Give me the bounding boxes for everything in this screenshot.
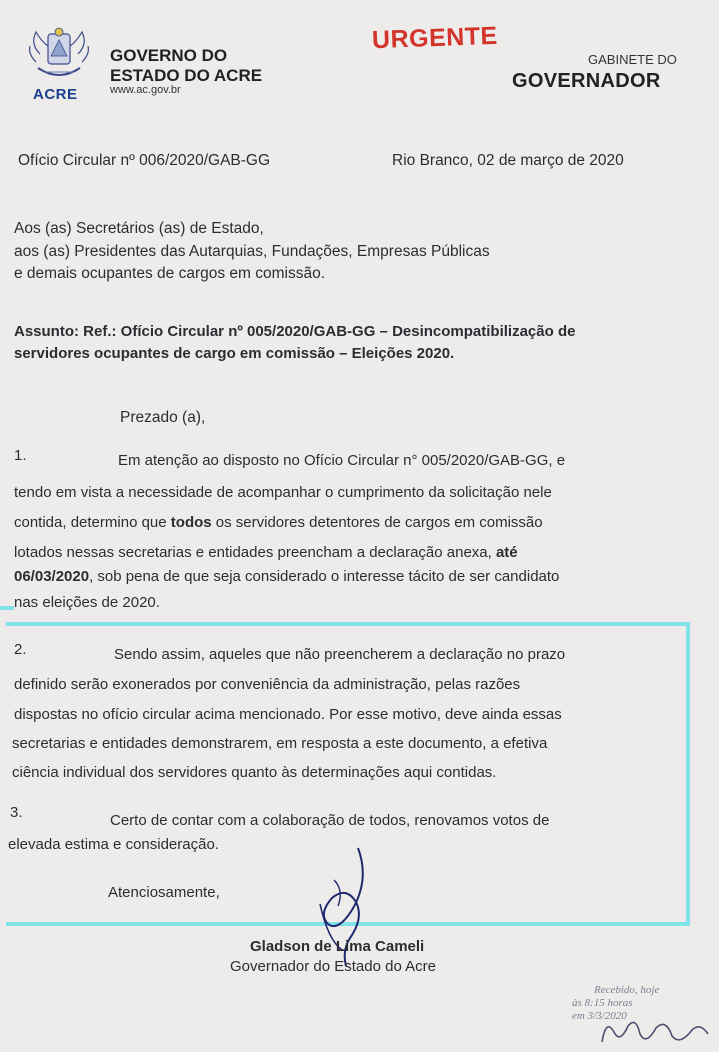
paragraph-1-line-3 — [14, 514, 543, 531]
paragraph-1-line-6: nas eleições de 2020. — [14, 594, 160, 611]
paragraph-2-line-4: secretarias e entidades demonstrarem, em resposta a este documento, a efetiva — [12, 735, 548, 752]
paragraph-2-line-1: Sendo assim, aqueles que não preencherem a declaração no prazo — [114, 646, 566, 663]
paragraph-3-line-1: Certo de contar com a colaboração de todos, renovamos votos de — [110, 812, 550, 829]
government-name — [110, 46, 262, 86]
paragraph-3-number: 3. — [10, 804, 23, 821]
paragraph-1-line-1: Em atenção ao disposto no Ofício Circular n° 005/2020/GAB-GG, e — [118, 452, 566, 469]
highlight-frame-corner — [0, 606, 14, 610]
closing: Atenciosamente, — [108, 884, 220, 901]
document-number: Ofício Circular nº 006/2020/GAB-GG — [18, 152, 271, 169]
greeting: Prezado (a), — [120, 409, 206, 426]
signer-title: Governador do Estado do Acre — [230, 958, 436, 975]
subject-line-1: Assunto: Ref.: Ofício Circular nº 005/2020/GAB-GG – Desincompatibilização de — [14, 323, 576, 340]
paragraph-2-line-5: ciência individual dos servidores quanto às determinações aqui contidas. — [12, 764, 497, 781]
paragraph-2-line-2: definido serão exonerados por conveniência da administração, pelas razões — [14, 676, 521, 693]
paragraph-1-line-5-b: , sob pena de que seja considerado o interesse tácito de ser candidato — [89, 568, 560, 585]
acre-logo-text: ACRE — [33, 86, 78, 103]
recipient-line-1: Aos (as) Secretários (as) de Estado, — [14, 220, 264, 237]
paragraph-1-line-2: tendo em vista a necessidade de acompanhar o cumprimento da solicitação nele — [14, 484, 552, 501]
paragraph-3-line-2: elevada estima e consideração. — [8, 836, 219, 853]
recipient-line-2: aos (as) Presidentes das Autarquias, Fundações, Empresas Públicas — [14, 243, 490, 260]
subject-line-2: servidores ocupantes de cargo em comissão – Eleições 2020. — [14, 345, 455, 362]
paragraph-1-line-3-a: contida, determino que — [14, 514, 171, 531]
paragraph-2-number: 2. — [14, 641, 27, 658]
urgent-stamp: URGENTE — [371, 21, 499, 55]
received-line-2: às 8:15 horas — [572, 997, 633, 1009]
paragraph-2-line-3: dispostas no ofício circular acima mencionado. Por esse motivo, deve ainda essas — [14, 706, 562, 723]
received-line-1: Recebido, hoje — [594, 984, 660, 996]
paragraph-1-line-4 — [14, 544, 518, 561]
signer-name: Gladson de Lima Cameli — [250, 938, 425, 955]
paragraph-1-emphasis-ate: até — [495, 544, 518, 561]
paragraph-1-line-3-c: os servidores detentores de cargos em comissão — [211, 514, 543, 531]
government-name-line2: ESTADO DO ACRE — [110, 66, 263, 85]
paragraph-1-line-5 — [14, 568, 559, 585]
paragraph-1-number: 1. — [14, 447, 27, 464]
cabinet-label: GABINETE DO — [588, 52, 677, 67]
paragraph-1-line-4-a: lotados nessas secretarias e entidades preencham a declaração anexa, — [14, 544, 496, 561]
place-date: Rio Branco, 02 de março de 2020 — [392, 152, 624, 169]
acre-coat-of-arms-logo — [26, 24, 92, 84]
government-name-line1: GOVERNO DO — [110, 46, 228, 65]
website-text: www.ac.gov.br — [110, 84, 181, 96]
paragraph-1-emphasis-todos: todos — [170, 514, 212, 531]
received-line-3: em 3/3/2020 — [572, 1010, 627, 1022]
received-initials-signature — [596, 1012, 714, 1050]
recipient-line-3: e demais ocupantes de cargos em comissão. — [14, 265, 326, 282]
paragraph-1-deadline-date: 06/03/2020 — [14, 568, 90, 585]
cabinet-title: GOVERNADOR — [512, 70, 661, 92]
